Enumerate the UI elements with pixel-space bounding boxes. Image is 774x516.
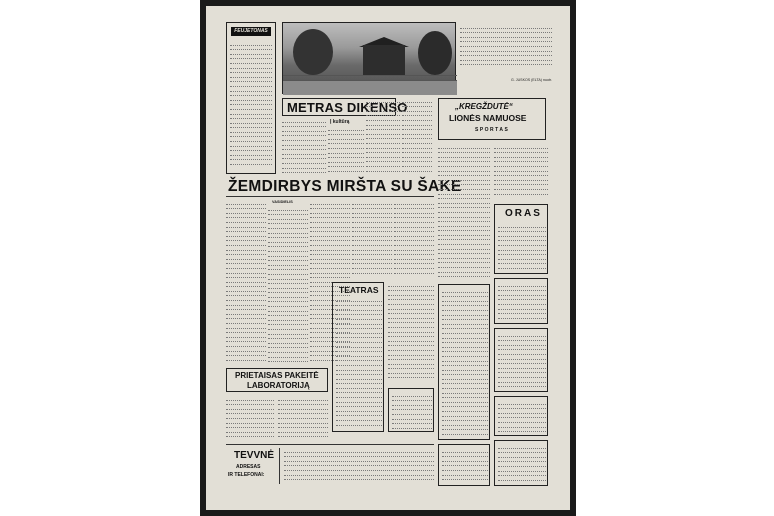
photo-caption <box>460 24 552 76</box>
footer-rule <box>226 444 434 445</box>
prietaisas-headline-box <box>226 368 328 392</box>
main-article-col-1 <box>226 200 266 364</box>
classified-ad-1 <box>438 284 490 440</box>
classified-ad-5 <box>494 440 548 486</box>
teatras-box <box>332 282 384 432</box>
prietaisas-title: PRIETAISAS PAKEITĖ <box>235 371 319 380</box>
kregzdute-col-2 <box>494 144 548 200</box>
kregzdute-title: „KREGŽDUTĖ“ <box>455 102 513 111</box>
announcement-box-1 <box>388 388 434 432</box>
main-headline: ŽEMDIRBYS MIRŠTA SU ŠAKE <box>228 178 462 195</box>
classified-ad-2 <box>494 278 548 324</box>
feuilleton-logo: FEUJETONAS <box>231 27 271 36</box>
teatras-listing <box>336 297 382 429</box>
footer-address-label: ADRESAS <box>236 464 261 470</box>
kregzdute-headline-box <box>438 98 546 140</box>
main-article-col-4 <box>352 200 392 278</box>
kregzdute-title-2: LIONĖS NAMUOSE <box>449 113 527 123</box>
metras-title: METRAS DIKENSO <box>287 100 408 115</box>
footer-info <box>284 448 434 484</box>
metras-column-4 <box>402 98 432 176</box>
oras-title: ORAS <box>505 208 542 219</box>
metras-column-3 <box>366 98 400 176</box>
classified-ad-3 <box>494 328 548 392</box>
feuilleton-column <box>226 22 276 174</box>
footer-phones-label: IR TELEFONAI: <box>228 472 265 478</box>
photo-credit: G. JUSKOS (ELTA) nuotr. <box>510 78 552 82</box>
feuilleton-text <box>230 41 272 171</box>
prietaisas-title-2: LABORATORIJĄ <box>247 381 310 390</box>
footer-brand: TEVVNĖ <box>234 450 275 461</box>
newspaper-page <box>206 6 570 510</box>
classified-ad-6 <box>438 444 490 486</box>
prietaisas-col-1 <box>226 396 274 438</box>
footer-masthead <box>226 448 280 484</box>
oras-text <box>498 223 546 271</box>
metras-subtitle: Į kultūrą <box>330 119 350 125</box>
metras-column-2 <box>328 126 364 176</box>
main-article-col-2 <box>268 206 308 364</box>
metras-intro <box>282 118 326 176</box>
classified-ad-4 <box>494 396 548 436</box>
kregzdute-section: SPORTAS <box>475 127 510 133</box>
kregzdute-col-1 <box>438 144 490 280</box>
main-headline-rule <box>226 196 434 197</box>
village-photo <box>282 22 456 94</box>
announcements-col-1 <box>388 282 434 384</box>
teatras-title: TEATRAS <box>339 285 379 295</box>
main-article-col-5 <box>394 200 434 278</box>
oras-weather-box <box>494 204 548 274</box>
prietaisas-col-2 <box>278 396 328 438</box>
main-article-subtitle: VASIDIELIS <box>272 200 293 204</box>
